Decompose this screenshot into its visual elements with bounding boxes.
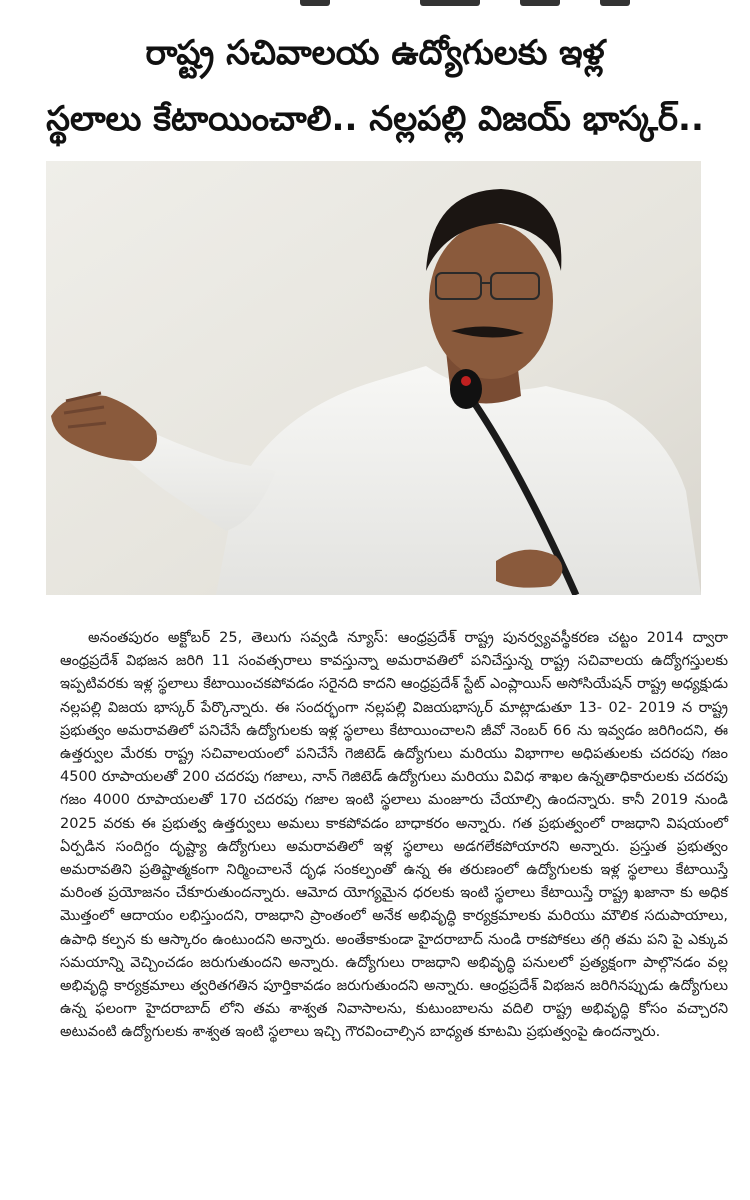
headline-line-2: స్థలాలు కేటాయించాలి.. నల్లపల్లి విజయ్ భాస్కర్.. — [46, 99, 704, 139]
article-body — [60, 627, 728, 1045]
article-text: అనంతపురం అక్టోబర్ 25, తెలుగు సవ్వడి న్యూస్: ఆంధ్రప్రదేశ్ రాష్ట్ర పునర్వ్యవస్థీకరణ చట్టం 2014 ద్వారా ఆంధ్రప్రదేశ్ విభజన జరిగి 11 సంవత్సరాలు కావస్తున్నా అమరావతిలో పనిచేస్తున్న రాష్ట్ర సచివాలయ ఉద్యోగస్తులకు ఇప్పటివరకు ఇళ్ల స్థలాలు కేటాయించకపోవడం సరైనది కాదని ఆంధ్రప్రదేశ్ స్టేట్ ఎంప్లాయిస్ అసోసియేషన్ రాష్ట్ర అధ్యక్షుడు నల్లపల్లి విజయ భాస్కర్ పేర్కొన్నారు. ఈ సందర్భంగా నల్లపల్లి విజయభాస్కర్ మాట్లాడుతూ 13- 02- 2019 న రాష్ట్ర ప్రభుత్వం అమరావతిలో పనిచేసే ఉద్యోగులకు ఇళ్ల స్థలాలు కేటాయించాలని జీవో నెంబర్ 66 ను ఇవ్వడం జరిగిందని, ఈ ఉత్తర్వుల మేరకు రాష్ట్ర సచివాలయంలో పనిచేసే గెజిటెడ్ ఉద్యోగులు మరియు విభాగాల అధిపతులకు చదరపు గజం 4500 రూపాయలతో 200 చదరపు గజాలు, నాన్ గెజిటెడ్ ఉద్యోగులు మరియు వివిధ శాఖల ఉన్నతాధికారులకు చదరపు గజం 4000 రూపాయలతో 170 చదరపు గజాల ఇంటి స్థలాలు మంజూరు చేయాల్సి ఉందన్నారు. కానీ 2019 నుండి 2025 వరకు ఈ ప్రభుత్వ ఉత్తర్వులు అమలు కాకపోవడం బాధాకరం అన్నారు. గత ప్రభుత్వంలో రాజధాని విషయంలో ఏర్పడిన సందిగ్దం దృష్ట్యా ఉద్యోగులు అమరావతిలో ఇళ్ల స్థలాలు అడగలేకపోయారని అన్నారు. ప్రస్తుత ప్రభుత్వం అమరావతిని ప్రతిష్టాత్మకంగా నిర్మించాలనే దృఢ సంకల్పంతో ఉన్న ఈ తరుణంలో ఉద్యోగులకు ఇళ్ల స్థలాలు కేటాయిస్తే మరింత ప్రయోజనం చేకూరుతుందన్నారు. ఆమోద యోగ్యమైన ధరలకు ఇంటి స్థలాలు కేటాయిస్తే రాష్ట్ర ఖజానా కు అధిక మొత్తంలో ఆదాయం లభిస్తుందని, రాజధాని ప్రాంతంలో అనేక అభివృద్ధి కార్యక్రమాలకు మరియు మౌలిక సదుపాయాలు, ఉపాధి కల్పన కు ఆస్కారం ఉంటుందని అన్నారు. అంతేకాకుండా హైదరాబాద్ నుండి రాకపోకలు తగ్గి తమ పని పై ఎక్కువ సమయాన్ని వెచ్చించడం జరుగుతుందని అన్నారు. ఉద్యోగులు రాజధాని అభివృద్ధి పనులలో ప్రత్యక్షంగా పాల్గొనడం వల్ల అభివృద్ధి కార్యక్రమాలు త్వరితగతిన పూర్తికావడం జరుగుతుందని అన్నారు. ఆంధ్రప్రదేశ్ విభజన జరిగినప్పుడు ఉద్యోగులు ఉన్న ఫలంగా హైదరాబాద్ లోని తమ శాశ్వత నివాసాలను, కుటుంబాలను వదిలి రాష్ట్ర అభివృద్ధి కోసం వచ్చారని అటువంటి ఉద్యోగులకు శాశ్వత ఇంటి స్థలాలు ఇచ్చి గౌరవించాల్సిన బాధ్యత కూటమి ప్రభుత్వంపై ఉందన్నారు. — [60, 630, 728, 1041]
headline — [30, 20, 720, 152]
speaker-photo-illustration — [46, 161, 701, 595]
clipped-previous-line — [0, 0, 750, 14]
headline-line-1: రాష్ట్ర సచివాలయ ఉద్యోగులకు ఇళ్ల — [145, 33, 605, 73]
article-photo — [46, 161, 701, 595]
